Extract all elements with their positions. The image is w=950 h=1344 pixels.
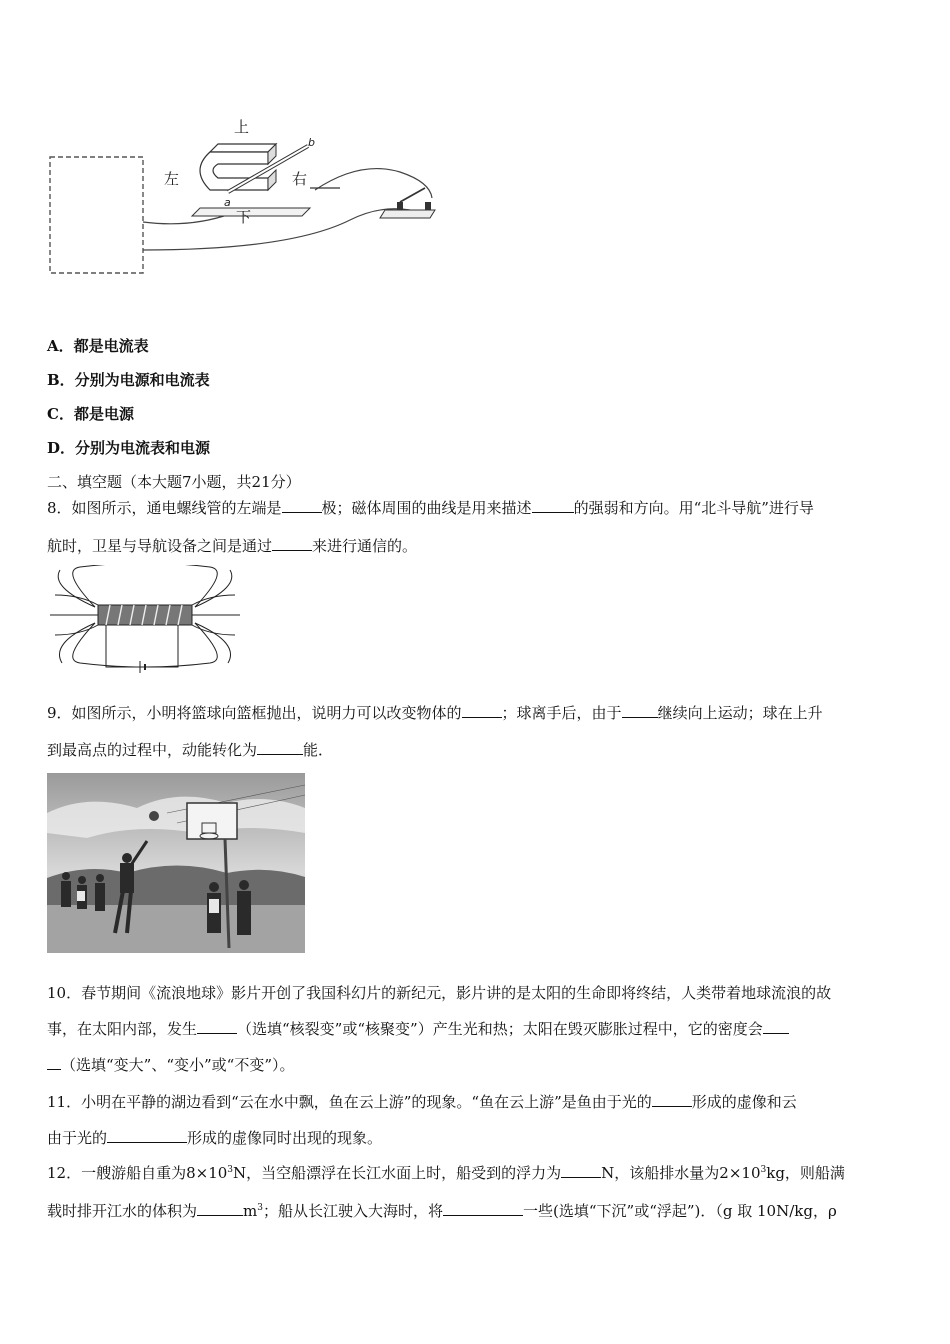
- magnet-circuit-figure: [40, 110, 460, 280]
- q12-line2: 载时排开江水的体积为 $m^3$；船从长江驶入大海时，将 一些(选填“下沉”或“浮起”)．（g 取 10N/kg，ρ: [47, 1202, 837, 1220]
- q11-blank2[interactable]: [107, 1128, 187, 1143]
- q9-blank2[interactable]: [622, 703, 658, 718]
- q10-line3: （选填“变大”、“变小”或“不变”）。: [47, 1055, 295, 1075]
- dashed-box: [50, 157, 143, 273]
- q12-line1: 12．一艘游船自重为$8\times 10^3N$，当空船漂浮在长江水面上时，船受到的浮力为 N，该船排水量为$2\times 10^3kg$，则船满: [47, 1164, 845, 1182]
- q11-line1: 11．小明在平静的湖边看到“云在水中飘，鱼在云上游”的现象。“鱼在云上游”是鱼由于光的 形成的虚像和云: [47, 1093, 797, 1111]
- option-d: D．分别为电流表和电源: [47, 439, 211, 457]
- q8-line1: 8．如图所示，通电螺线管的左端是 极；磁体周围的曲线是用来描述 的强弱和方向。用“北斗导航”进行导: [47, 499, 814, 517]
- option-c: C．都是电源: [47, 405, 134, 423]
- q8-blank2[interactable]: [532, 498, 574, 513]
- q9-blank1[interactable]: [462, 703, 502, 718]
- label-left: 左: [164, 170, 180, 188]
- q11-blank1[interactable]: [652, 1092, 692, 1107]
- q10-line2: 事，在太阳内部，发生 （选填“核裂变”或“核聚变”）产生光和热；太阳在毁灭膨胀过程中，它的密度会: [47, 1019, 789, 1039]
- q10-blank2[interactable]: [763, 1019, 789, 1034]
- q10-line1: 10．春节期间《流浪地球》影片开创了我国科幻片的新纪元，影片讲的是太阳的生命即将终结，人类带着地球流浪的故: [47, 984, 832, 1002]
- basketball: [149, 811, 159, 821]
- q8-blank3[interactable]: [272, 536, 312, 551]
- q10-blank2-cont[interactable]: [47, 1055, 61, 1070]
- section-heading: 二、填空题（本大题7小题，共21分）: [47, 473, 301, 491]
- option-a: A．都是电流表: [47, 337, 149, 355]
- q12-blank1[interactable]: [561, 1163, 601, 1178]
- label-b: b: [308, 136, 315, 149]
- q12-blank2[interactable]: [197, 1201, 243, 1216]
- label-down: 下: [236, 208, 252, 226]
- label-up: 上: [234, 118, 250, 136]
- q9-line1: 9．如图所示，小明将篮球向篮框抛出，说明力可以改变物体的 ；球离手后，由于 继续向上运动；球在上升: [47, 704, 823, 722]
- basketball-photo: [47, 773, 305, 953]
- label-right: 右: [292, 170, 308, 188]
- solenoid-figure: [50, 565, 240, 675]
- q8-line2: 航时，卫星与导航设备之间是通过 来进行通信的。: [47, 537, 418, 555]
- option-b: B．分别为电源和电流表: [47, 371, 210, 389]
- q9-line2: 到最高点的过程中，动能转化为 能．: [47, 741, 334, 759]
- q10-blank1[interactable]: [197, 1019, 237, 1034]
- q11-line2: 由于光的 形成的虚像同时出现的现象。: [47, 1129, 383, 1147]
- q9-blank3[interactable]: [257, 740, 303, 755]
- q8-blank1[interactable]: [282, 498, 322, 513]
- label-a: a: [224, 196, 231, 209]
- q12-blank3[interactable]: [443, 1201, 523, 1216]
